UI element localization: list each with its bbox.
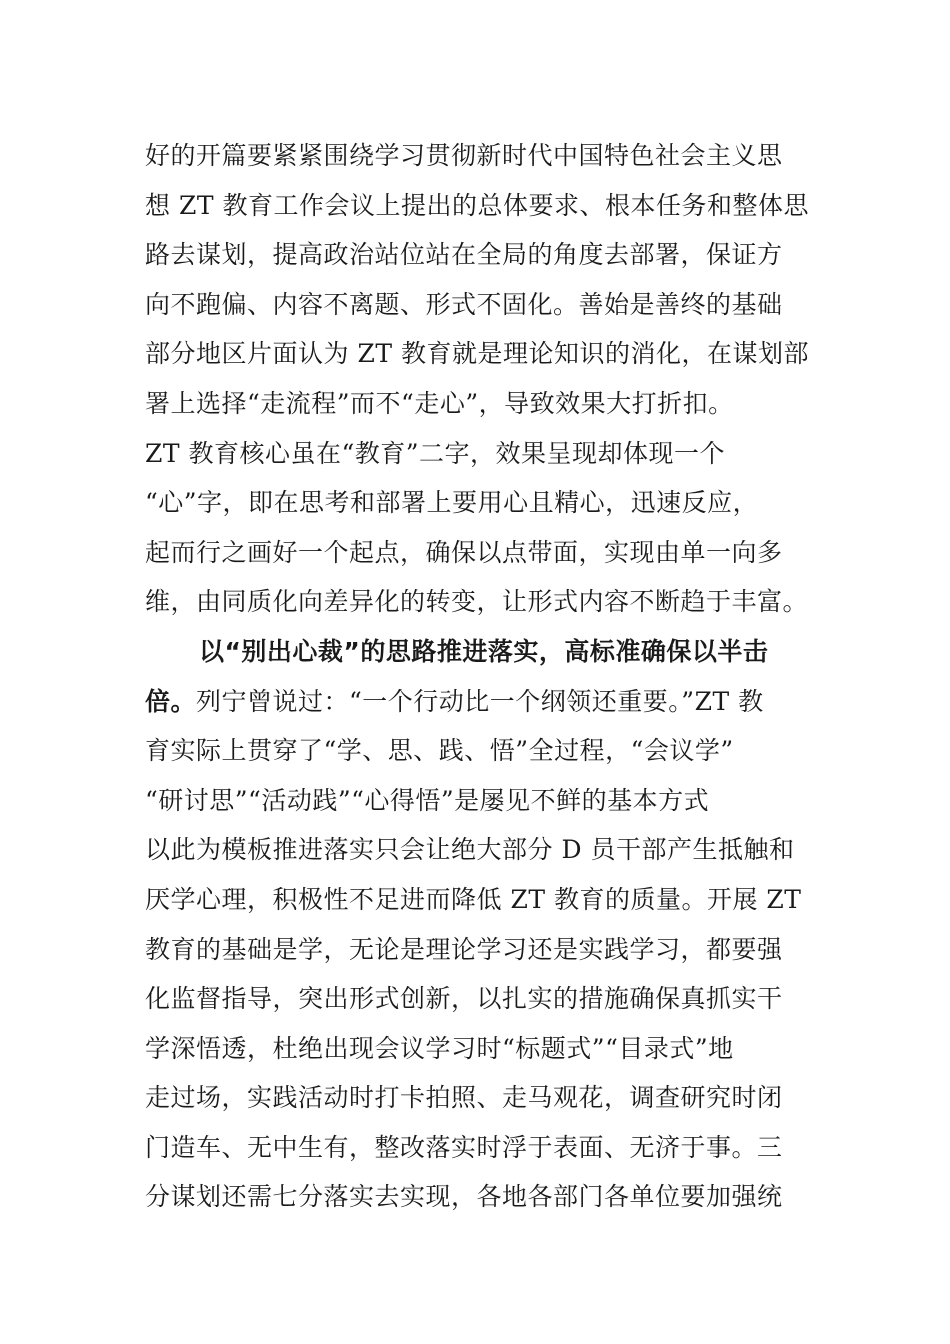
- section-heading-tail: 倍。: [145, 686, 197, 716]
- text-line: 维，由同质化向差异化的转变，让形式内容不断趋于丰富。: [145, 587, 809, 617]
- text-line: 向不跑偏、内容不离题、形式不固化。善始是善终的基础: [145, 289, 783, 319]
- text-line: 路去谋划，提高政治站位站在全局的角度去部署，保证方: [145, 240, 783, 270]
- text-line: 想 ZT 教育工作会议上提出的总体要求、根本任务和整体思: [145, 190, 809, 220]
- text-line: 教育的基础是学，无论是理论学习还是实践学习，都要强: [145, 934, 783, 964]
- text-line: ZT 教育核心虽在“教育”二字，效果呈现却体现一个: [145, 438, 726, 468]
- text-line-rest: 列宁曾说过：“一个行动比一个纲领还重要。”ZT 教: [196, 686, 764, 716]
- document-body: [145, 131, 825, 1222]
- text-line: “心”字，即在思考和部署上要用心且精心，迅速反应，: [145, 488, 759, 518]
- text-line: 化监督指导，突出形式创新，以扎实的措施确保真抓实干: [145, 984, 783, 1014]
- text-line: 门造车、无中生有，整改落实时浮于表面、无济于事。三: [145, 1132, 783, 1162]
- section-heading: 以“别出心裁”的思路推进落实，高标准确保以半击: [199, 636, 769, 666]
- heading-continuation-line: [145, 677, 825, 727]
- text-line: 学深悟透，杜绝出现会议学习时“标题式”“目录式”地: [145, 1033, 734, 1063]
- text-line: 部分地区片面认为 ZT 教育就是理论知识的消化，在谋划部: [145, 339, 809, 369]
- text-line: 走过场，实践活动时打卡拍照、走马观花，调查研究时闭: [145, 1083, 783, 1113]
- text-line: 厌学心理，积极性不足进而降低 ZT 教育的质量。开展 ZT: [145, 884, 802, 914]
- text-line: 起而行之画好一个起点，确保以点带面，实现由单一向多: [145, 537, 783, 567]
- text-line: 好的开篇要紧紧围绕学习贯彻新时代中国特色社会主义思: [145, 141, 783, 170]
- text-line: 育实际上贯穿了“学、思、践、悟”全过程，“会议学”: [145, 736, 734, 766]
- text-line: 以此为模板推进落实只会让绝大部分 D 员干部产生抵触和: [145, 835, 795, 865]
- text-line: 分谋划还需七分落实去实现，各地各部门各单位要加强统: [145, 1182, 783, 1212]
- text-line: “研讨思”“活动践”“心得悟”是屡见不鲜的基本方式: [145, 785, 710, 815]
- text-line: 署上选择“走流程”而不“走心”，导致效果大打折扣。: [145, 388, 734, 418]
